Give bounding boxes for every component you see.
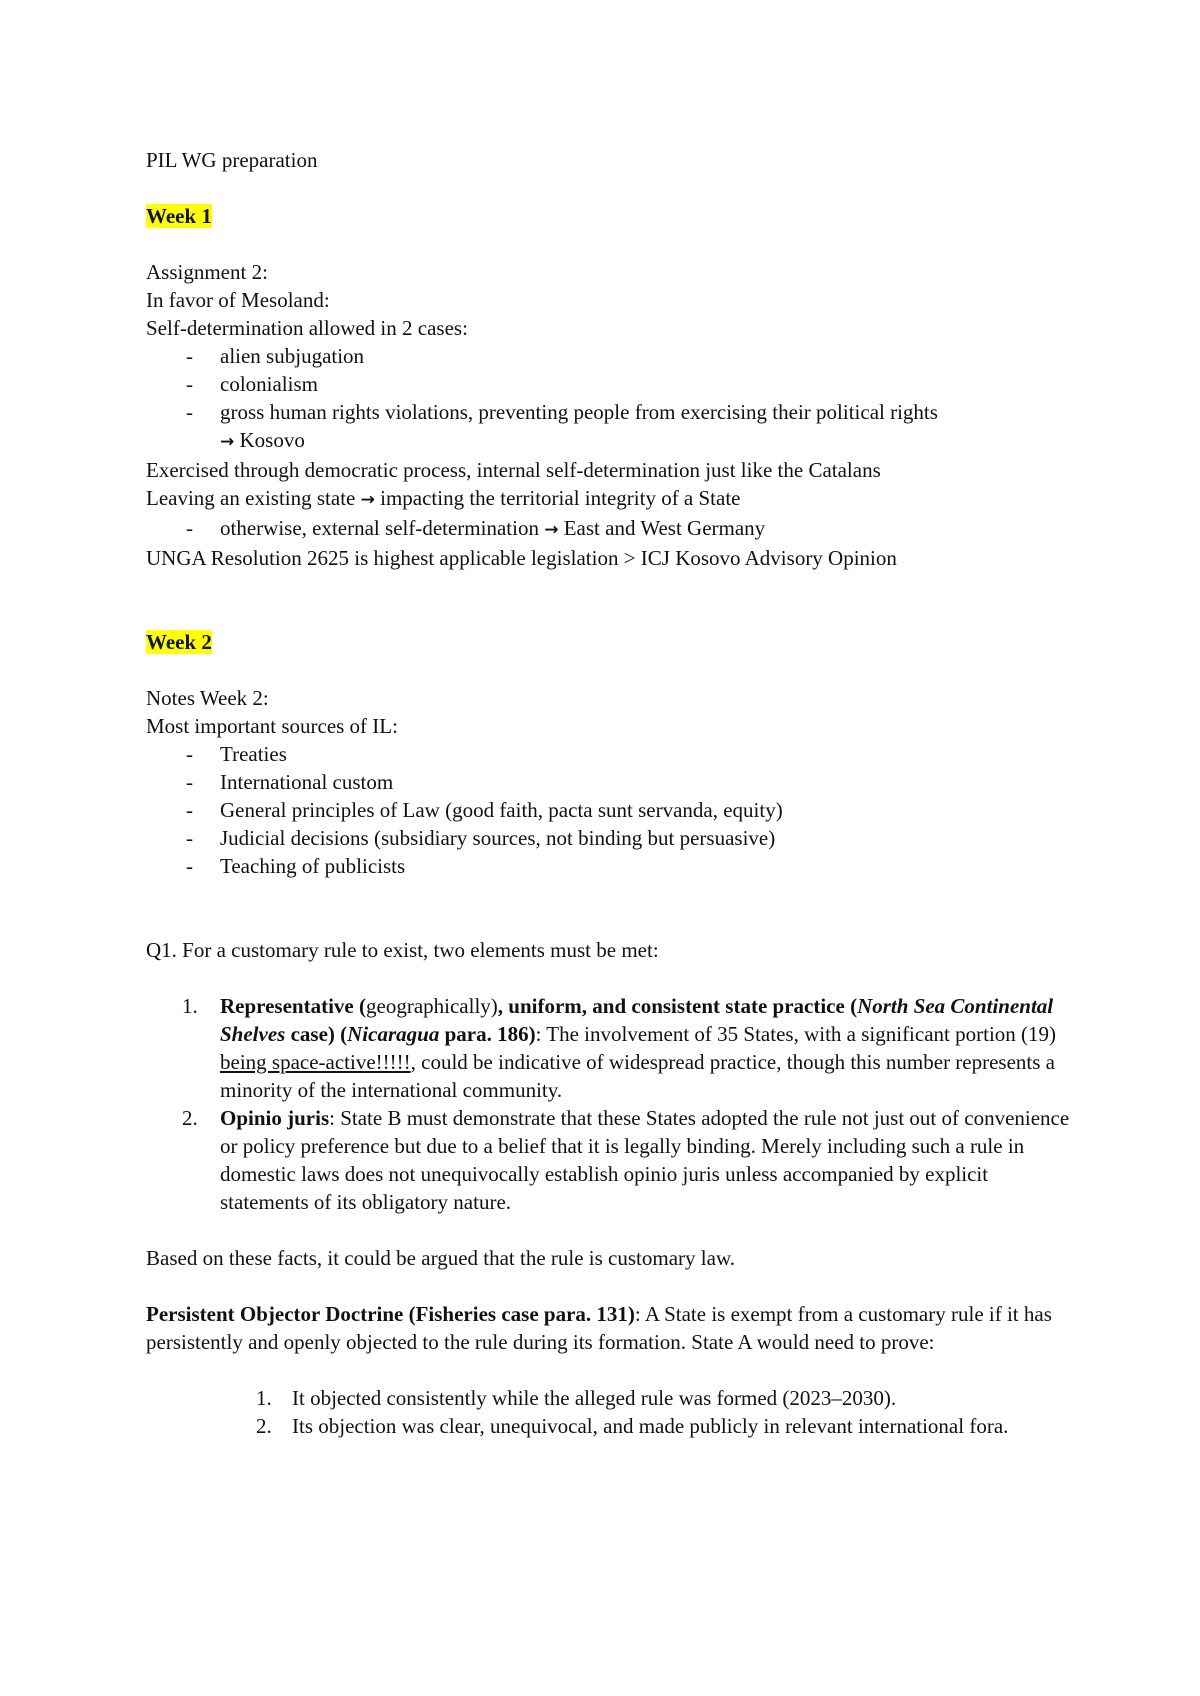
list-number: 2.	[182, 1106, 198, 1130]
exercised-line: Exercised through democratic process, internal self-determination just like the Catalans	[146, 458, 881, 482]
sources-list	[146, 740, 1076, 880]
dash-bullet: -	[186, 372, 193, 396]
week-1-heading	[146, 202, 1076, 230]
dash-bullet: -	[186, 516, 193, 540]
self-determination-line: Self-determination allowed in 2 cases:	[146, 316, 468, 340]
dash-bullet: -	[186, 344, 193, 368]
list-item: - colonialism	[186, 372, 318, 396]
arrow-icon: →	[220, 432, 235, 452]
list-number: 1.	[256, 1386, 272, 1410]
list-item: - Judicial decisions (subsidiary sources, not binding but persuasive)	[186, 826, 776, 850]
arrow-icon: →	[360, 490, 375, 510]
q1-line: Q1. For a customary rule to exist, two elements must be met:	[146, 938, 659, 962]
notes-line: Notes Week 2:	[146, 686, 269, 710]
document-body	[146, 146, 1076, 1440]
week-2-highlight: Week 2	[146, 630, 212, 654]
arrow-icon: →	[544, 520, 559, 540]
persistent-objector-paragraph: Persistent Objector Doctrine (Fisheries case para. 131): A State is exempt from a customary rule if it has persistently and openly objected to the rule during its formation. State A would need to prove:	[146, 1302, 1052, 1354]
list-item: - otherwise, external self-determination → East and West Germany	[186, 516, 766, 540]
leaving-line: Leaving an existing state → impacting the territorial integrity of a State	[146, 486, 741, 510]
proof-list	[146, 1384, 1076, 1440]
customary-elements-list	[146, 992, 1076, 1216]
list-number: 2.	[256, 1414, 272, 1438]
list-number: 1.	[182, 994, 198, 1018]
list-item: - General principles of Law (good faith, pacta sunt servanda, equity)	[186, 798, 783, 822]
dash-bullet: -	[186, 770, 193, 794]
unga-line: UNGA Resolution 2625 is highest applicable legislation > ICJ Kosovo Advisory Opinion	[146, 546, 897, 570]
week-2-heading	[146, 628, 1076, 656]
list-item: 2. Opinio juris: State B must demonstrate that these States adopted the rule not just out of convenience or policy preference but due to a belief that it is legally binding. Merely including such a rule in domestic laws does not unequivocally establish opinio juris unless accompanied by explicit statements of its obligatory nature.	[182, 1106, 1070, 1214]
list-item: - Teaching of publicists	[186, 854, 406, 878]
otherwise-list	[146, 514, 1076, 544]
assignment-line: Assignment 2:	[146, 260, 268, 284]
week-1-highlight: Week 1	[146, 204, 212, 228]
dash-bullet: -	[186, 400, 193, 424]
list-item: - International custom	[186, 770, 394, 794]
based-line: Based on these facts, it could be argued that the rule is customary law.	[146, 1246, 735, 1270]
favor-line: In favor of Mesoland:	[146, 288, 330, 312]
list-item: - gross human rights violations, preventing people from exercising their political rights → Kosovo	[186, 400, 938, 452]
list-item: - Treaties	[186, 742, 287, 766]
self-determination-cases	[146, 342, 1076, 456]
dash-bullet: -	[186, 854, 193, 878]
list-item: 2. Its objection was clear, unequivocal, and made publicly in relevant international fora.	[256, 1414, 1009, 1438]
sources-intro: Most important sources of IL:	[146, 714, 398, 738]
dash-bullet: -	[186, 798, 193, 822]
dash-bullet: -	[186, 742, 193, 766]
dash-bullet: -	[186, 826, 193, 850]
list-item: - alien subjugation	[186, 344, 365, 368]
underlined-text: being space-active!!!!!	[220, 1050, 411, 1074]
list-item: 1. It objected consistently while the alleged rule was formed (2023–2030).	[256, 1386, 897, 1410]
list-item: 1. Representative (geographically), uniform, and consistent state practice (North Sea Continental Shelves case) (Nicaragua para. 186): The involvement of 35 States, with a significant portion (19) being space-active!!!!!, could be indicative of widespread practice, though this number represents a minority of the international community.	[182, 994, 1057, 1102]
document-title: PIL WG preparation	[146, 148, 318, 172]
